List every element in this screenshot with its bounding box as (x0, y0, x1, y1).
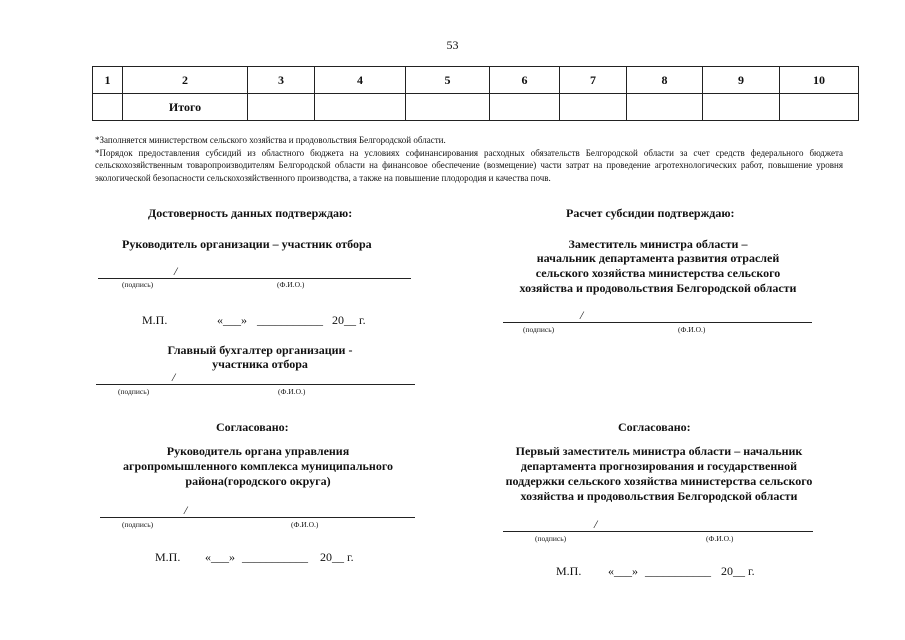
accountant-title-line-1: Главный бухгалтер организации - (167, 343, 353, 357)
separator-slash: / (172, 370, 176, 384)
date-day: «___» (205, 550, 235, 564)
table-total-row (93, 94, 859, 121)
footnote-1: *Заполняется министерством сельского хозяйства и продовольствия Белгородской области. (95, 135, 446, 145)
table-header-cell: 1 (93, 67, 123, 94)
table-header-cell: 10 (780, 67, 859, 94)
fio-caption: (Ф.И.О.) (678, 325, 706, 334)
table-cell (248, 94, 315, 121)
first-deputy-title-line-1: Первый заместитель министра области – начальник (515, 444, 803, 458)
left-agreed-heading: Согласовано: (216, 420, 289, 434)
table-header-cell: 2 (123, 67, 248, 94)
fio-caption: (Ф.И.О.) (706, 534, 734, 543)
stamp-mp: М.П. (556, 564, 582, 578)
separator-slash: / (184, 503, 188, 517)
date-month: ___________ (242, 550, 308, 564)
accountant-title-line-2: участника отбора (212, 357, 308, 371)
table-header-cell: 4 (315, 67, 406, 94)
deputy-title-line-1: Заместитель министра области – (568, 237, 748, 251)
signature-line (503, 531, 813, 532)
table-header-cell: 3 (248, 67, 315, 94)
signature-caption: (подпись) (118, 387, 150, 396)
date-day: «___» (217, 313, 247, 327)
table-cell (780, 94, 859, 121)
stamp-mp: М.П. (155, 550, 181, 564)
first-deputy-title-line-3: поддержки сельского хозяйства министерства сельского (505, 474, 813, 488)
separator-slash: / (580, 308, 584, 322)
total-label: Итого (123, 94, 248, 121)
signature-caption: (подпись) (122, 520, 154, 529)
right-agreed-heading: Согласовано: (618, 420, 691, 434)
signature-line (98, 278, 411, 279)
date-month: ___________ (257, 313, 323, 327)
page-number: 53 (446, 38, 459, 52)
right-confirm-heading: Расчет субсидии подтверждаю: (566, 206, 735, 220)
summary-table (92, 66, 859, 121)
stamp-mp: М.П. (142, 313, 168, 327)
deputy-title-line-4: хозяйства и продовольствия Белгородской области (519, 281, 797, 295)
municipal-title-line-3: района(городского округа) (185, 474, 331, 488)
first-deputy-title-line-4: хозяйства и продовольствия Белгородской области (520, 489, 798, 503)
signature-caption: (подпись) (535, 534, 567, 543)
table-header-cell: 9 (703, 67, 780, 94)
signature-line (100, 517, 415, 518)
signature-line (503, 322, 812, 323)
date-year: 20__ г. (320, 550, 354, 564)
date-year: 20__ г. (721, 564, 755, 578)
left-head-title: Руководитель организации – участник отбора (122, 237, 372, 251)
table-cell (93, 94, 123, 121)
date-day: «___» (608, 564, 638, 578)
municipal-title-line-1: Руководитель органа управления (166, 444, 350, 458)
footnotes (95, 134, 843, 184)
date-month: ___________ (645, 564, 711, 578)
table-header-cell: 7 (560, 67, 627, 94)
signature-line (96, 384, 415, 385)
table-cell (627, 94, 703, 121)
fio-caption: (Ф.И.О.) (278, 387, 306, 396)
table-header-cell: 8 (627, 67, 703, 94)
table-cell (490, 94, 560, 121)
left-confirm-heading: Достоверность данных подтверждаю: (148, 206, 353, 220)
table-cell (703, 94, 780, 121)
table-cell (406, 94, 490, 121)
table-cell (315, 94, 406, 121)
date-year: 20__ г. (332, 313, 366, 327)
fio-caption: (Ф.И.О.) (291, 520, 319, 529)
deputy-title-line-3: сельского хозяйства министерства сельского (535, 266, 781, 280)
deputy-title-line-2: начальник департамента развития отраслей (536, 251, 780, 265)
fio-caption: (Ф.И.О.) (277, 280, 305, 289)
footnote-2: *Порядок предоставления субсидий из областного бюджета на условиях софинансирования расходных обязательств Белгородской области за счет средств федерального бюджета сельскохозяйственным товаропроизводителям Белгородской области на финансовое обеспечение (возмещение) части затрат на проведение агротехнологических работ, повышение уровня экологической безопасности сельскохозяйственного производства, а также на повышение плодородия и качества почв. (95, 147, 843, 183)
separator-slash: / (594, 517, 598, 531)
separator-slash: / (174, 264, 178, 278)
table-header-row (93, 67, 859, 94)
municipal-title-line-2: агропромышленного комплекса муниципального (123, 459, 393, 473)
signature-caption: (подпись) (122, 280, 154, 289)
table-header-cell: 6 (490, 67, 560, 94)
signature-caption: (подпись) (523, 325, 555, 334)
table-cell (560, 94, 627, 121)
first-deputy-title-line-2: департамента прогнозирования и государственной (520, 459, 798, 473)
table-header-cell: 5 (406, 67, 490, 94)
